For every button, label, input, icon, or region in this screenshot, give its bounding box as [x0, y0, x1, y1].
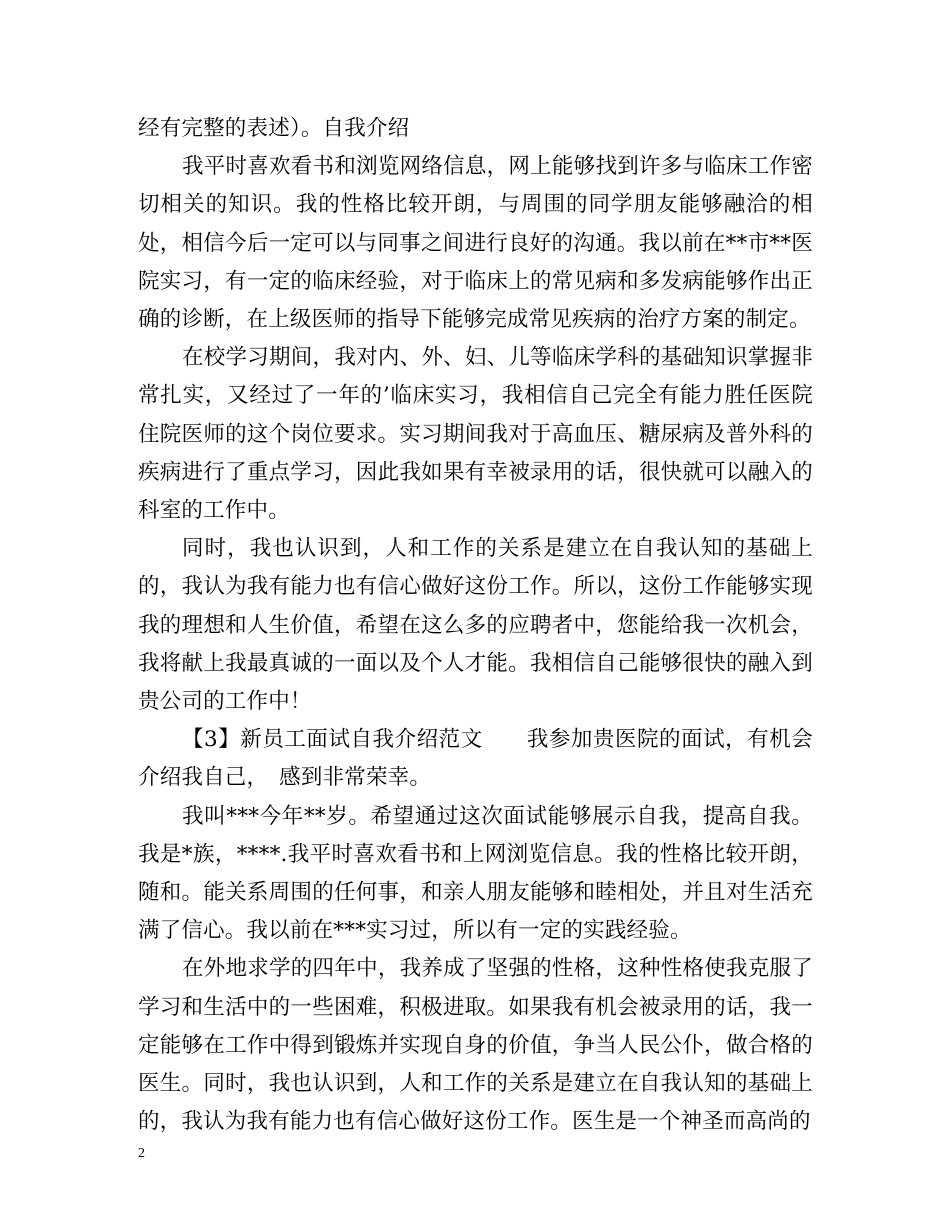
paragraph-3: 同时，我也认识到，人和工作的关系是建立在自我认知的基础上的，我认为我有能力也有信心做好这份工作。所以，这份工作能够实现我的理想和人生价值，希望在这么多的应聘者中，您能给我一次机会，我将献上我最真诚的一面以及个人才能。我相信自己能够很快的融入到贵公司的工作中！ [138, 536, 813, 715]
paragraph-6: 在外地求学的四年中，我养成了坚强的性格，这种性格使我克服了学习和生活中的一些困难，积极进取。如果我有机会被录用的话，我一定能够在工作中得到锻炼并实现自身的价值，争当人民公仆，做合格的医生。同时，我也认识到，人和工作的关系是建立在自我认知的基础上的，我认为我有能力也有信心做好这份工作。医生是一个神圣而高尚的 [138, 956, 813, 1135]
document-body [138, 110, 813, 1141]
paragraph-5: 我叫***今年**岁。希望通过这次面试能够展示自我，提高自我。我是*族，****.我平时喜欢看书和上网浏览信息。我的性格比较开朗，随和。能关系周围的任何事，和亲人朋友能够和睦相处，并且对生活充满了信心。我以前在***实习过，所以有一定的实践经验。 [138, 803, 813, 944]
paragraph-1: 我平时喜欢看书和浏览网络信息，网上能够找到许多与临床工作密切相关的知识。我的性格比较开朗，与周围的同学朋友能够融洽的相处，相信今后一定可以与同事之间进行良好的沟通。我以前在**市**医院实习，有一定的临床经验，对于临床上的常见病和多发病能够作出正确的诊断，在上级医师的指导下能够完成常见疾病的治疗方案的制定。 [138, 154, 813, 333]
paragraph-0: 经有完整的表述）。自我介绍 [138, 116, 410, 141]
paragraph-2: 在校学习期间，我对内、外、妇、儿等临床学科的基础知识掌握非常扎实，又经过了一年的’临床实习，我相信自己完全有能力胜任医院住院医师的这个岗位要求。实习期间我对于高血压、糖尿病及普外科的疾病进行了重点学习，因此我如果有幸被录用的话，很快就可以融入的科室的工作中。 [138, 345, 813, 524]
page-number: 2 [138, 1146, 145, 1161]
paragraph-4: 【3】新员工面试自我介绍范文 我参加贵医院的面试，有机会介绍我自己， 感到非常荣幸。 [138, 727, 813, 791]
